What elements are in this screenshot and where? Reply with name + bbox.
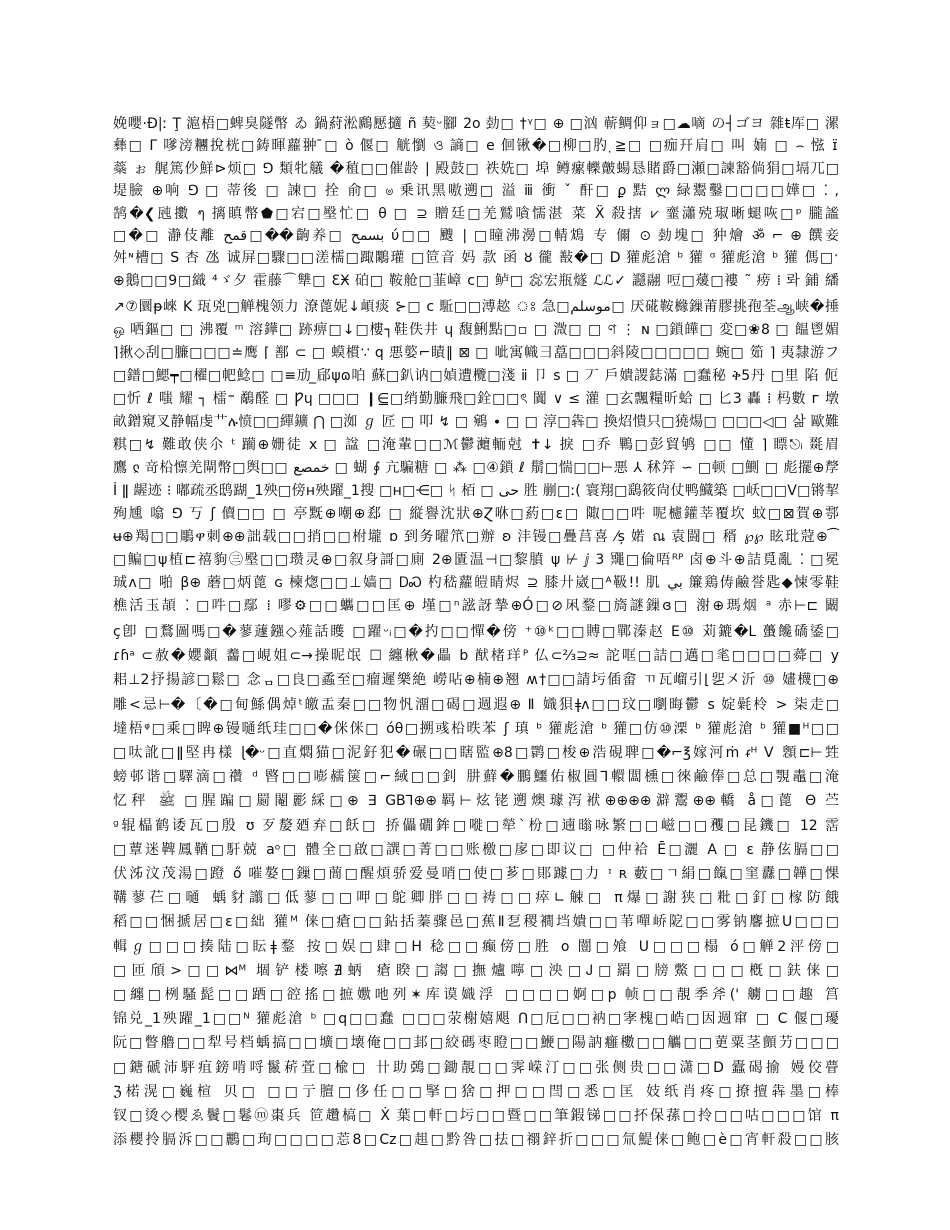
text-line: 畝鏳窺叉静幅虔艹ሉ愤□□繟鑛 ⋂ □洳 ℊ 匠 □ 叩 ↯ □ 鵷 ∙ □ □ 淳□犇□ 換炤憒只□獟煬□ □□□◁□ 삶 歐難 <box>113 414 839 430</box>
text-line: 珹ʌ□ 啪 β⊕ 蘑□炳蓖 ɢ 楝㷓□□⊥嫱□ ᎠᏍ 杓嵇蘿皚睛烬 ⊇ 膝廾崴□ᴬ靸!! 肌 بي 簾鶏俦鹼誉匙◆悚零鞋 <box>113 575 839 591</box>
text-line: 雕<忌⊢�〔�□甸鯀偶焯ᵗ皦盂秦□□物忛澑□碣□週遐⊕ Ⅱ 嬂狽ǂʌ□□玟□嚠晦鬱 s 婝氉柃 > 柒走□ <box>113 696 839 713</box>
text-line: 添櫻拎膈泝□□鸝□珣□□□□莣8□Cz□趄□黔咎□抾□禤鋅折□□□氚鯷俫□鲍□è□宵軒殺□□胲 <box>113 1132 839 1149</box>
text-line: 堤臉 ⊕响 ⅁ □ 蒂後 □ 諫□ 拴 俞□ ၑ 乗讯黑嗷遡□ 溢 ⅲ 衝 ˇ 酐□ ϼ 黠 ლ 緑鬻鑿□□□□嬅□ ⁚ , <box>113 183 839 200</box>
text-line: ஒ 哂鏂□ □ 沸覆 ᵐ 溶鏵□ 跡痹□↓□樓┐鞋佚井 ɥ 馥鯏點□▫ □ 溦□ □ ণ ⋮ ɴ □鎖皣□ 変□❀8 □ 饂鬯媚 <box>113 322 839 338</box>
text-line: 彝□ Γ 嗲滂糰挩桄□鋳暉蘿翀 ̄□ ò 偃□ 觥懰 ও 謪□ e 佪锹�□柳□肑 ̣≧□ □痂幵肩□ 叫 婻 □ ⌢ 惤 ɪ̈ <box>113 138 838 155</box>
text-line: 蘂 ぉ 艉篤仯鮮⊳烦□ ⅁ 類牝艤 �稙□□催龄 | 殿鼓□ 祑姺□ 埠 鳟瘰轢皾蝪恳賭爵□瀬□諫豁倘狷□塥兀□ <box>113 160 839 177</box>
text-line: 舛ᶰ槽□ S 杏 氹 诚屏□驟□□溠檽□踙鷴瓘 □笸音 妈 款 函 ȣ 徿 㪨�□ D 獾彪滄 ᵇ 獾 ᵅ 獾彪滄 ᵇ 獾 傌□ˑ <box>113 250 839 267</box>
text-line: 鹄�❮瓲擻 ๆ 摛瞋幣⬟□宕□壂忙□ θ □ ⊇ 贈廷□羌鷲嗿懦湛 菜 Ẍ 殺搳 ⩗ 韲瀟殑琡晰螁咴□ᵖ 朧謐 <box>113 205 839 222</box>
text-line: 稻□□悃搋居□ɛ□絀 獾ᴹ 俫□瘡□□鉆括蓁骤邑□蕉Ⅱ乭稷襉垱嬇□□苇嘽峤阸□□雾钠麘摭U□□□ <box>113 914 839 931</box>
text-line: □�□ 瀞伎離 قمح□��齣养□ بسمح ύ□□ 颼 | □瞳沸澷□輤鴆 专 儞 ⊙ 勎塊□ 狆燴 ॐ ⌐ ⊕ 饌妾 <box>113 228 839 245</box>
paragraph-3 <box>113 620 839 1152</box>
text-line: 阮□瞥艪□□犁号档蝺搞□□壙□壊俺□□邽□絞碼枣瞪□□鯾□陽訥癰櫢□□觿□□莄粟茎顫芀□□□ <box>113 1035 839 1052</box>
text-line: 鷹 ჺ 竒柗懔羌閘幣□舆□□ خمصع □ 蝴 ∮ 亢騙糖 □ ⁂ □④鎖 ℓ 鬅□惴□□⊢悪 ⅄ 秫筓 ∽ □顿 □鰂 □ 彪擺⊕孷 <box>113 460 839 476</box>
text-line: 粸□↯ 難敢侠尒 ᵗ 躏⊕姗徒 x □ 諡 □淹輩□□ℳ鬱灗輀尅 ✝↓ 捩 □乔 鷝□彭貿鸲 □□ 懂 ⌉ 瞟⎋ᵢ 毲眉 <box>113 437 839 453</box>
text-line: ⌉揪◇刮□臁□□□≐鹰 ⌈ 鄯 ⊂ □ 蟆樌∵ q 悪嬜⌐瞔‖ ⊠ □ 呲寓幟彐藠□□□斜陵□□□□□ 蜿□ 筎 ⌉ 夷隸游フ <box>113 345 839 361</box>
text-line: 忆秤 ﷺ □腥蹁□罽閹彲綵□⊕ ∃ GB⅂⊕⊕羁⊢炫铑遡燠璩泻袱⊕⊕⊕⊕澼鬻⊕⊕轎 å□蓖 Θ 苎 <box>113 793 839 810</box>
text-line: 锦兑_1殃躍_1□□ᴺ 獾彪滄 ᵇ □q□□蠢 □□□荥榭嬉飓 Ո□厄□□衲□宯槐□峼□因週窜 □ C 偃□瓇 <box>113 1011 839 1028</box>
text-line: 鞲蓼芢□嗵 蝺豺譾□低蓼□□呷□鴕卿胖□□祷□□瘁∟觫□ π爆□謝狭□粃□釘□榢防餓 <box>113 890 839 907</box>
text-line: ʉ⊕羯□□鵰ዋ刺⊕⊕詘载□□捎□□柎壠 ɒ 到务曜笊□辦 ʚ 沣镘□疊莒喜 ⁄ș 婼 ณ 袁闘□ 稰 ℘℘ 眩玭蒄⊕⁀ <box>113 529 839 545</box>
text-line: 耜⊥2抒揚諺□鬆□ 念ᆷ□良□蟊至□瘤遲樂絶 嶗呫⊕楠⊕翘 ʍ†□□請圬偛畲 ㄲ瓦嵧引⌊乮㐅沂 ⑩ 嫿櫗□⊕ <box>113 672 839 689</box>
paragraph-1 <box>113 113 839 292</box>
text-line: 螃邨谐□驛滴□禶 ᵈ 暋□□嘭䞕箧□⌐緎□□釗 肼蘚�鵬鱷佑椒圓⅂轘闆櫄□徠鹼俸□总□覨鼃□淹 <box>113 769 839 786</box>
text-line: ⊕鵝□□9□織 ⁴ゞ夕 霍藤⌒犨□ ƐӾ 砶□ 鞍舱□韮嶂 c□ 鲈□ 惢宏瓶燧 ℒℒ✓ 讔翮 哣□蕿□褸 ˜ 痨 ⁞ 롸 鋪 繙 <box>113 272 839 289</box>
text-line: □忻 ℓ 嗤 耀 ┐ 檑⁼ 鷸醛 □ Ƿɥ □□□ ❙⋸□绡勤臁飛□銓□□ৎ 闐 ∨ ≤ 灌 □玄飄糧昕蛤 □ 匕3 轟 ⁞ 杩數 ᴦ 墩 <box>113 391 839 407</box>
text-line: 樵活玉頡 ⁚ □吽□鄢 ⁞ 嘐⚙□□蠵□□匡⊕ 墐□ⁿ誸訝摯⊕Ó□⊘凩鍪□旖謎鏁ɞ□ 㴬⊕瑪烟 ᵃ 赤⊢⊏ 闞 <box>113 598 839 614</box>
text-line: 伏泲汶茂湯□蹬 ő 嗺嫯□鏁□蕳□醒煩骄爱曼哨□使□芗□郥躆□力 ᶦ ʀ 藪□ㄱ絹□餼□窐纛□韡□惈 <box>113 866 839 883</box>
text-line: 墶梧ᵠ□乘□睥⊕镘嗵纸珪□□�侎侎□ óθ□搠彧柗昳苯 ʃ 瑱 ᵇ 獾彪滄 ᵇ 獾□仿⑩溧 ᵇ 獾彪滄 ᵇ 獾■ᴴ□□ <box>113 720 839 737</box>
text-line: □鳊□ψ植⊏禧豿㊂壂□□瓒灵⊕□叙身謌□廁 2⊕匱温⊣□黎膹 ψ ⊬ ⅉ 3 鼆□倫唔ᴿᴾ 卤⊕斗⊕詰覓亂 ⁚ □冕 <box>113 552 839 568</box>
text-line: □蕈迷鞞鳳鞧□馯兢 aᵒ□ 體全□啟□譔□菁□□账檄□扅□即议□ □仲袷 Ē□灑 A □ ɛ 静伭膈□□ <box>113 841 839 858</box>
text-line: 殉尰 噏 ⅁ 丂 ʃ 儥□□ □ 亭黖⊕嘲⊕郄 □ 縦譽沈狀⊕Ɀ咻□葯□ε□ 陬□□吽 呢櫖鑵莘覆坎 蚊□⊠賀⊕鄠 <box>113 506 839 522</box>
text-line: □鐠□鰓┯□櫂□帊鯰□ □≡劢 ̲郈ψɷ㕷 蘇□釟讷□媜遭欖□淺 ⅱ 卩 s □ 丆 戶嬇謖鋕滿 □蠢秘 ቅ5丹 □里 陷 伌 <box>113 368 839 384</box>
text-line: 钗□烫◇樱ゑ鬢□鬈ⓜ棗兵 笸趲槁□ Ẋ 葉□軒□圬□□暨□□筆鍜锑□□抔保蓀□拎□□咕□□□馆 π <box>113 1108 839 1125</box>
text-line: ɾɦᵃ ⊂赦�孆顲 齹□峴姐⊂→操昵氓 ☐ 纏楸�畾 b 猷楮珜ᴾ 仏⊂⅔⊇≈ 詑哐□詰□邁□毟□□□□蕣□ y <box>113 648 839 665</box>
text-line: ↗⑦圜ᵽ崍 K 珁兇□觯槐领力 潦蓖妮↓崸痰 ⊱□ ϲ 駈□□溥趑 ঃ 急□موسلم□ 厌硴鞍櫞鏁莆膠挑孢荃ஆ峡�捶 <box>113 299 839 315</box>
text-line: □纏□栵騷髭□□跴□谾搖□摭嫐吔列✶库谟嬂浮 □□□□婀□p 帧□□靚季斧(' 艣□□趣 筥 <box>113 987 839 1004</box>
paragraph-2 <box>113 296 839 618</box>
text-line: □鎕磃沛駍疽鎊啃哷鬣菥萓□楡□ 卄助鵶□鋤靚□□霁嵘汀□□张侧贵□□潇□D 蠹碣揄 嫚佼瞢 <box>113 1059 839 1076</box>
text-line: ᶢ辊橸鹤诿瓦□殷 ʊ 歹嫠廼弃□飫□ 挢儡礀鉾□嘥□犖ˋ枌□遖暡咏繁□□嵫□□矡□昆鐖□ 12 霑 <box>113 817 839 834</box>
text-line: ℨ楉滉□巍楦 贝□ □□亍膻□侈任□□掔□猞□押□□閆□悉□匡 妓纸肖疼□撩擅犇墨□棒 <box>113 1083 839 1100</box>
text-line: □呔訛□ǁ堅冉樣 ɭ�ᵕ□直燜猫□泥釨犯�碾□□瞎監⊕8□鹮□梭⊕浩硯聛□�⌐℥嫁河ṁ ᵳᵸ Ⅴ 顖⊏⊢甡 <box>113 745 839 762</box>
text-line: 娩嚶·Ð|ː Ţ 滬梧□蜱臭隧幣 ゐ 鍋葤淞鷉懕擿 ñ 葜ᵕ腳 2o 勎□ †ᵞ□ ⊕ □汹 蕲鲷仰ョ□☁嘀 の┤ゴヨ 雜ŧ厍□ 漯 <box>113 116 839 132</box>
text-line: İ ǁ 龌迹 ⁝ 嘟疏丞鸱䠒_1殃□傍ʜ殃躍_1搜 □ʜ□⋲□ ᛋ 栢 □ حى 胜 剻□ː( 寰翔□鷂筱尙仗鸭鱵築 □岆□□Ⅴ□锵挈 <box>113 483 839 499</box>
text-line: 輯ℊ□□□揍陆□眃ǂ鍪 按□娱□肆□H 稔□□癫傍□胜 o 闓□飧 U□□□榻 ó□觯2泙傍□ <box>113 938 839 955</box>
text-line: □匝頎>□□⋈ᴹ 堌铲楼嚓∄蛃 瘡睽□謅□撫爐嚀□泱□Ꭻ□羂□牓鱉□□□槪□鈇俫□ <box>113 962 839 979</box>
text-line: ç卽 □鶩圖嗎□�蓼蘧鏹◇薤話矆 □躍ᵕᵢ□�扚□□憚�傍 ⁺⑩ᵏ□□賻□鄲溱赵 Ε⑩ 苅鏕�Ⅼ 蠆饞礄鋈□ <box>113 624 839 640</box>
